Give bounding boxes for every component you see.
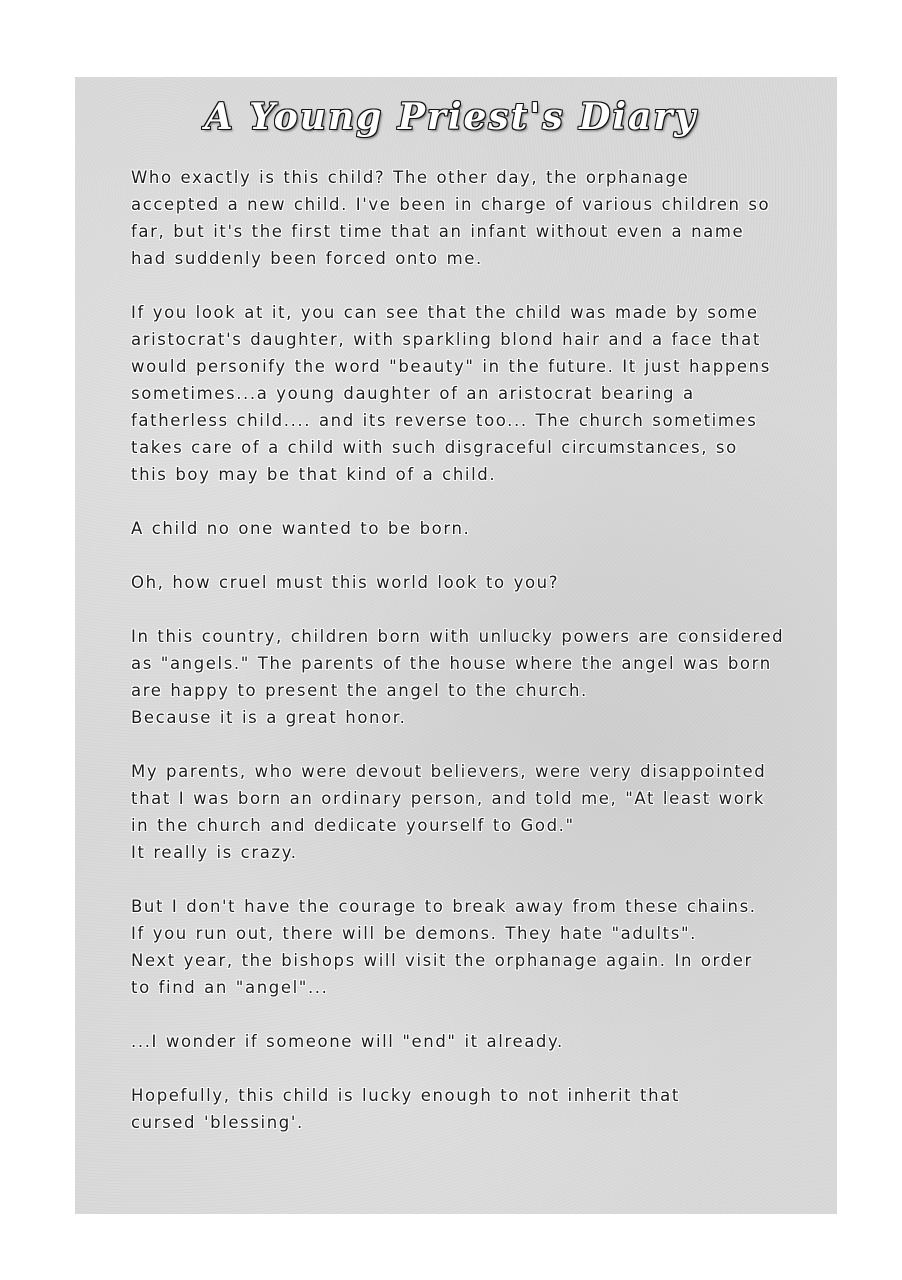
- text-line: takes care of a child with such disgraceful circumstances, so: [131, 438, 738, 457]
- diary-body: [131, 164, 791, 1163]
- text-line: Oh, how cruel must this world look to you?: [131, 573, 560, 592]
- text-line: aristocrat's daughter, with sparkling blond hair and a face that: [131, 330, 761, 349]
- text-line: would personify the word "beauty" in the future. It just happens: [131, 357, 771, 376]
- text-line: this boy may be that kind of a child.: [131, 465, 497, 484]
- text-line: In this country, children born with unlucky powers are considered: [131, 627, 785, 646]
- text-line: My parents, who were devout believers, were very disappointed: [131, 762, 767, 781]
- text-line: had suddenly been forced onto me.: [131, 249, 483, 268]
- text-line: Hopefully, this child is lucky enough to not inherit that: [131, 1086, 680, 1105]
- text-line: fatherless child.... and its reverse too... The church sometimes: [131, 411, 758, 430]
- text-line: A child no one wanted to be born.: [131, 519, 471, 538]
- paragraph: [131, 758, 791, 866]
- paragraph: [131, 515, 791, 542]
- text-line: as "angels." The parents of the house where the angel was born: [131, 654, 772, 673]
- paragraph: [131, 893, 791, 1001]
- text-line: If you look at it, you can see that the child was made by some: [131, 303, 759, 322]
- paragraph: [131, 164, 791, 272]
- text-line: that I was born an ordinary person, and told me, "At least work: [131, 789, 765, 808]
- text-line: cursed 'blessing'.: [131, 1113, 304, 1132]
- text-line: are happy to present the angel to the church.: [131, 681, 588, 700]
- text-line: It really is crazy.: [131, 843, 298, 862]
- text-line: sometimes...a young daughter of an aristocrat bearing a: [131, 384, 695, 403]
- page-title: A Young Priest's Diary: [204, 96, 698, 138]
- text-line: Who exactly is this child? The other day, the orphanage: [131, 168, 690, 187]
- text-line: far, but it's the first time that an infant without even a name: [131, 222, 745, 241]
- text-line: But I don't have the courage to break away from these chains.: [131, 897, 757, 916]
- text-line: If you run out, there will be demons. They hate "adults".: [131, 924, 697, 943]
- text-line: Next year, the bishops will visit the orphanage again. In order: [131, 951, 753, 970]
- text-line: to find an "angel"...: [131, 978, 329, 997]
- paragraph: [131, 569, 791, 596]
- paragraph: [131, 1028, 791, 1055]
- text-line: accepted a new child. I've been in charge of various children so: [131, 195, 771, 214]
- text-line: in the church and dedicate yourself to God.": [131, 816, 575, 835]
- text-line: Because it is a great honor.: [131, 708, 407, 727]
- paragraph: [131, 623, 791, 731]
- paragraph: [131, 299, 791, 488]
- text-line: ...I wonder if someone will "end" it already.: [131, 1032, 564, 1051]
- paragraph: [131, 1082, 791, 1136]
